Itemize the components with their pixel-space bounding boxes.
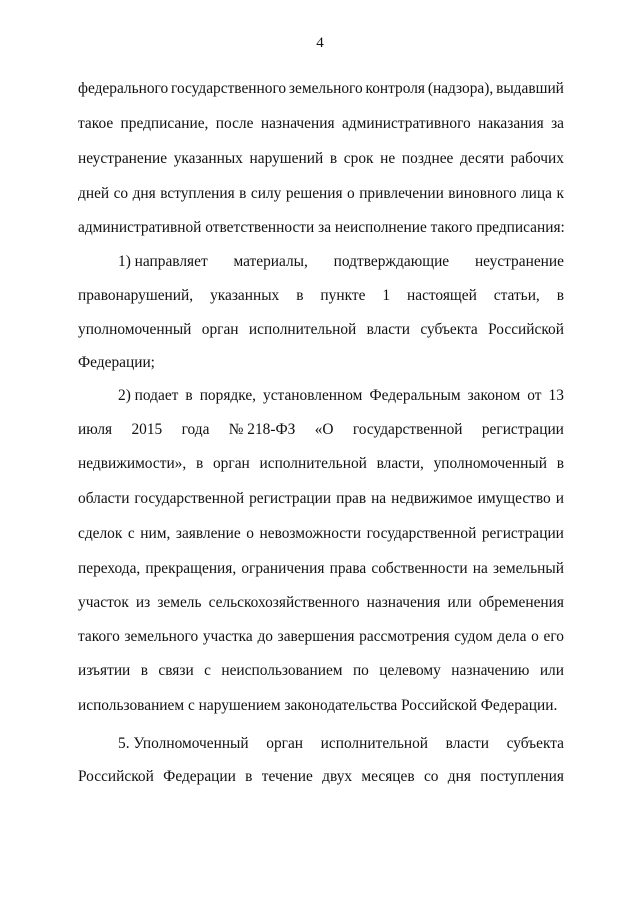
word: административного — [341, 115, 471, 132]
word: дела — [497, 628, 527, 645]
text-line — [78, 489, 564, 509]
word: лица — [521, 185, 552, 202]
word: в — [329, 150, 338, 167]
word: виновного — [448, 185, 517, 202]
word: или — [539, 662, 564, 679]
word: целевому — [379, 662, 441, 679]
word: подтверждающие — [333, 253, 450, 270]
word: нарушений — [249, 150, 324, 167]
word: о — [246, 525, 254, 542]
word: указанных — [210, 287, 280, 304]
word: регистрации — [249, 490, 332, 507]
word: наказания — [478, 115, 544, 132]
word: субъекта — [506, 735, 564, 752]
word: Федерации — [163, 768, 236, 785]
word: назначению — [451, 662, 530, 679]
word: 2015 — [131, 421, 163, 438]
word: орган — [212, 455, 250, 472]
word: области — [78, 490, 130, 507]
word: исполнительной — [248, 321, 357, 338]
text-line — [78, 114, 564, 134]
word: 1) направляет — [118, 253, 208, 270]
word: или — [447, 594, 472, 611]
word: указанных — [173, 150, 243, 167]
word: прав — [336, 490, 367, 507]
word: недвижимости», — [78, 455, 187, 472]
word: в — [140, 662, 148, 679]
word: прекращения, — [145, 560, 237, 577]
text-line — [78, 286, 564, 306]
word: июля — [78, 421, 113, 438]
word: по — [352, 662, 369, 679]
word: дня — [132, 185, 156, 202]
word: Федеральным — [369, 387, 461, 404]
word: уполномоченный — [433, 455, 547, 472]
word: позднее — [401, 150, 454, 167]
word: 5. Уполномоченный — [118, 735, 249, 752]
word: земельного — [124, 628, 199, 645]
word: пункте — [320, 287, 366, 304]
word: такого — [78, 628, 120, 645]
word: орган — [201, 321, 239, 338]
word: земельный — [492, 560, 564, 577]
word: собственности — [371, 560, 468, 577]
word: десяти — [460, 150, 504, 167]
word: назначения — [366, 594, 441, 611]
text-line — [118, 386, 564, 406]
word: неустранение — [474, 253, 564, 270]
word: перехода, — [78, 560, 141, 577]
word: федерального — [78, 80, 169, 97]
text-line — [78, 767, 564, 787]
word: после — [215, 115, 254, 132]
text-line — [118, 734, 564, 754]
word: невозможности — [259, 525, 362, 542]
word: 1 — [382, 287, 391, 304]
word: государственной — [134, 490, 245, 507]
word: дней — [78, 185, 110, 202]
word: исполнительной — [259, 455, 367, 472]
word: назначения — [260, 115, 335, 132]
word: регистрации — [481, 525, 564, 542]
word: на — [371, 490, 387, 507]
text-line: административной ответственности за неисполнение такого предписания: — [78, 219, 565, 236]
word: в — [195, 455, 204, 472]
word: государственной — [352, 421, 463, 438]
word: государственной — [366, 525, 477, 542]
text-line — [78, 79, 564, 99]
text-line: использованием с нарушением законодательства Российской Федерации. — [78, 697, 558, 714]
word: имущество — [477, 490, 551, 507]
word: в — [556, 287, 564, 304]
word: регистрации — [481, 421, 564, 438]
word: рассмотрения — [359, 628, 450, 645]
word: установленном — [263, 387, 363, 404]
word: земель — [157, 594, 202, 611]
word: власти — [366, 321, 411, 338]
word: от — [527, 387, 542, 404]
text-line — [78, 559, 564, 579]
word: и — [555, 490, 564, 507]
word: 2) подает — [118, 387, 179, 404]
word: «О — [314, 421, 334, 438]
word: его — [543, 628, 564, 645]
word: № 218-ФЗ — [228, 421, 296, 438]
word: материалы, — [233, 253, 308, 270]
word: со — [423, 768, 439, 785]
word: законом — [467, 387, 521, 404]
text-line — [78, 184, 564, 204]
word: о — [531, 628, 539, 645]
word: со — [113, 185, 129, 202]
word: ним, — [140, 525, 171, 542]
word: субъекта — [420, 321, 478, 338]
word: завершения — [277, 628, 355, 645]
word: в — [239, 185, 247, 202]
word: на — [472, 560, 488, 577]
word: статьи, — [493, 287, 540, 304]
word: предписание, — [120, 115, 209, 132]
text-line — [78, 454, 564, 474]
word: земельного — [288, 80, 363, 97]
word: рабочих — [510, 150, 564, 167]
word: силу — [250, 185, 282, 202]
word: судом — [454, 628, 493, 645]
word: связи — [158, 662, 194, 679]
text-line — [78, 593, 564, 613]
word: неиспользованием — [221, 662, 343, 679]
word: уполномоченный — [78, 321, 192, 338]
word: орган — [266, 735, 304, 752]
word: вступления — [160, 185, 235, 202]
word: в — [185, 387, 193, 404]
word: настоящей — [407, 287, 477, 304]
text-line — [78, 320, 564, 340]
word: сельскохозяйственного — [208, 594, 360, 611]
word: привлечении — [359, 185, 444, 202]
word: срок — [343, 150, 374, 167]
word: участок — [78, 594, 129, 611]
word: заявление — [175, 525, 241, 542]
word: в — [556, 455, 564, 472]
word: течение — [261, 768, 313, 785]
word: власти — [445, 735, 489, 752]
word: такое — [78, 115, 114, 132]
word: решения — [285, 185, 343, 202]
word: в — [296, 287, 304, 304]
word: участка — [202, 628, 253, 645]
text-line — [78, 524, 564, 544]
page-number: 4 — [316, 35, 324, 51]
word: ограничения — [241, 560, 325, 577]
word: из — [135, 594, 151, 611]
word: контроля — [365, 80, 425, 97]
word: за — [551, 115, 564, 132]
word: (надзора), — [427, 80, 494, 97]
word: дня — [447, 768, 471, 785]
word: государственного — [171, 80, 287, 97]
word: права — [329, 560, 367, 577]
word: власти, — [376, 455, 424, 472]
word: с — [204, 662, 211, 679]
word: не — [380, 150, 396, 167]
word: недвижимое — [391, 490, 473, 507]
word: двух — [322, 768, 353, 785]
word: Российской — [488, 321, 564, 338]
word: сделок — [78, 525, 123, 542]
word: правонарушений, — [78, 287, 194, 304]
word: обременения — [478, 594, 564, 611]
word: в — [245, 768, 253, 785]
word: к — [556, 185, 564, 202]
word: порядке, — [199, 387, 256, 404]
text-line — [78, 627, 564, 647]
word: года — [181, 421, 210, 438]
word: до — [257, 628, 273, 645]
word: о — [347, 185, 355, 202]
word: неустранение — [78, 150, 168, 167]
word: изъятии — [78, 662, 131, 679]
text-line — [78, 149, 564, 169]
word: с — [127, 525, 135, 542]
word: поступления — [480, 768, 564, 785]
text-line — [78, 661, 564, 681]
word: месяцев — [361, 768, 415, 785]
word: выдавший — [496, 80, 564, 97]
text-line: Федерации; — [78, 354, 155, 371]
text-line — [78, 420, 564, 440]
word: 13 — [548, 387, 564, 404]
word: Российской — [78, 768, 154, 785]
text-line — [118, 252, 564, 272]
word: исполнительной — [320, 735, 429, 752]
